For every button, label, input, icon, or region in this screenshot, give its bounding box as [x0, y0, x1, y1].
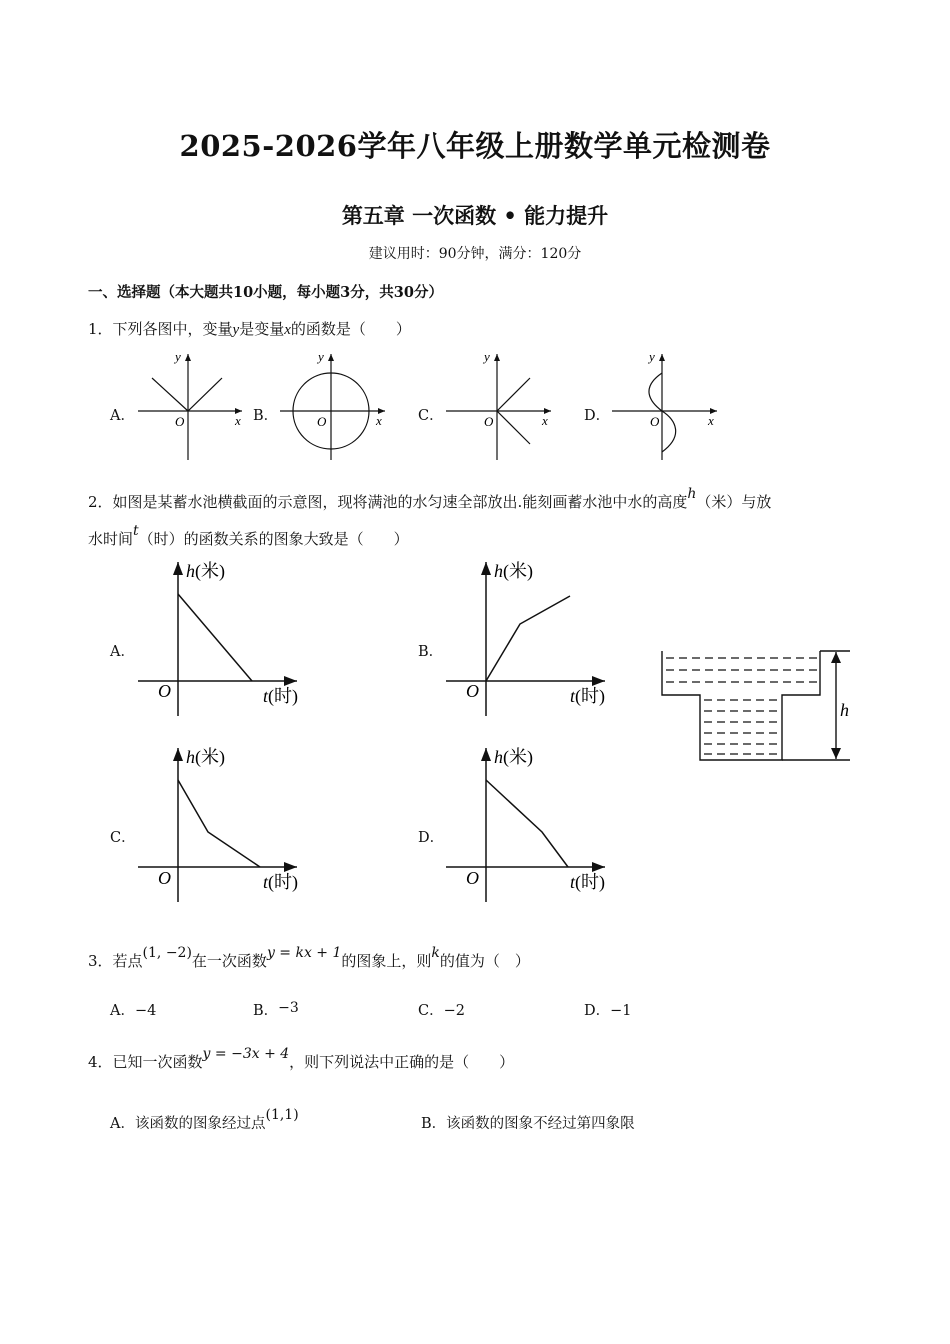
q3-option-b: [253, 999, 299, 1020]
section-heading-choice: 一、选择题（本大题共10小题，每小题3分，共30分）: [88, 284, 443, 301]
q3-option-a-label: A．: [110, 1003, 135, 1019]
q2-d-y-var: h: [494, 747, 503, 767]
q3-option-d-value: −1: [610, 1003, 632, 1019]
q3-option-a: [110, 999, 156, 1020]
q1-d-origin: O: [650, 414, 660, 429]
exam-title: 2025-2026学年八年级上册数学单元检测卷: [179, 129, 771, 163]
q3-option-c-value: −2: [443, 1003, 465, 1019]
q1-b-x-label: x: [376, 413, 382, 428]
q1-var-x: x: [284, 322, 291, 338]
q1-option-d-label: D．: [584, 408, 611, 424]
question-2-line-2: [88, 523, 409, 549]
q3-function: y = kx + 1: [266, 945, 342, 961]
q2-d-origin: O: [466, 868, 479, 888]
q1-d-x-label: x: [708, 413, 714, 428]
q2-line2-b: （时）的函数关系的图象大致是（ ）: [138, 530, 409, 548]
q2-a-x-label: [263, 686, 298, 707]
q2-d-x-unit: (时): [575, 872, 606, 892]
question-4: [88, 1046, 515, 1072]
q3-option-c-label: C．: [418, 1003, 444, 1019]
q3-option-b-value: −3: [278, 1000, 299, 1016]
q4-function: y = −3x + 4: [202, 1046, 290, 1062]
q2-tank-height-label: h: [840, 700, 849, 720]
q2-line1-b: （米）与放: [696, 493, 772, 511]
q1-a-origin: O: [175, 414, 185, 429]
q2-a-y-label: [186, 561, 225, 582]
q2-b-x-var: t: [570, 686, 576, 706]
q2-var-h: h: [687, 486, 697, 502]
q3-text-a: 3．若点: [88, 952, 143, 970]
q2-c-x-unit: (时): [268, 872, 299, 892]
q1-b-y-label: y: [318, 349, 324, 364]
q2-b-y-unit: (米): [503, 561, 533, 581]
q2-d-x-label: [570, 872, 605, 893]
q3-text-d: 的值为（ ）: [439, 952, 530, 970]
q2-b-y-label: [494, 561, 533, 582]
q3-text-c: 的图象上，则: [341, 952, 432, 970]
q2-d-y-label: [494, 747, 533, 768]
q2-option-b-label: B．: [418, 644, 444, 660]
q3-option-a-value: −4: [134, 1003, 157, 1019]
q1-option-a-label: A．: [110, 408, 135, 424]
q1-text-after: 的函数是（ ）: [290, 320, 411, 338]
q2-a-origin: O: [158, 681, 171, 701]
q1-graph-d: [612, 354, 717, 460]
q1-d-y-label: y: [649, 349, 655, 364]
q4-option-a-text: A．该函数的图象经过点: [110, 1116, 266, 1132]
q2-c-x-label: [263, 872, 298, 893]
q2-c-y-var: h: [186, 747, 195, 767]
q2-c-y-label: [186, 747, 225, 768]
q2-c-y-unit: (米): [195, 747, 225, 767]
q2-option-a-label: A．: [110, 644, 135, 660]
q2-a-x-unit: (时): [268, 686, 299, 706]
q2-b-origin: O: [466, 681, 479, 701]
q3-option-b-label: B．: [253, 1003, 279, 1019]
q4-text-b: ，则下列说法中正确的是（ ）: [289, 1053, 515, 1071]
q4-text-a: 4．已知一次函数: [88, 1053, 203, 1071]
q1-graph-a: [138, 354, 242, 460]
q2-var-t: t: [133, 523, 139, 539]
q2-d-x-var: t: [570, 872, 576, 892]
q4-option-a: [110, 1107, 299, 1133]
q1-c-y-label: y: [484, 349, 490, 364]
q3-text-b: 在一次函数: [191, 952, 267, 970]
q1-text-before: 1．下列各图中，变量: [88, 320, 233, 338]
q1-var-y: y: [232, 322, 240, 338]
q1-option-c-label: C．: [418, 408, 444, 424]
q2-a-y-var: h: [186, 561, 195, 581]
chapter-subtitle: 第五章 一次函数 • 能力提升: [341, 203, 609, 228]
q3-option-d-label: D．: [584, 1003, 611, 1019]
q3-var-k: k: [431, 945, 440, 961]
q1-a-y-label: y: [175, 349, 181, 364]
q2-line1-a: 2．如图是某蓄水池横截面的示意图，现将满池的水匀速全部放出.能刻画蓄水池中水的高度: [88, 493, 688, 511]
q4-option-b: B．该函数的图象不经过第四象限: [421, 1116, 635, 1132]
q2-tank-diagram: [662, 651, 850, 760]
q4-option-a-point: (1,1): [265, 1107, 299, 1123]
q3-option-d: [584, 999, 632, 1020]
q2-option-c-label: C．: [110, 830, 136, 846]
q1-graph-b: [280, 354, 385, 460]
q1-c-x-label: x: [542, 413, 548, 428]
q3-point: (1, −2): [142, 945, 192, 961]
question-3: [88, 945, 530, 971]
q2-b-x-label: [570, 686, 605, 707]
q2-b-y-var: h: [494, 561, 503, 581]
q2-b-x-unit: (时): [575, 686, 606, 706]
q1-graph-c: [446, 354, 551, 460]
q2-c-origin: O: [158, 868, 171, 888]
q2-option-d-label: D．: [418, 830, 445, 846]
q1-option-b-label: B．: [253, 408, 279, 424]
q2-c-x-var: t: [263, 872, 269, 892]
q1-c-origin: O: [484, 414, 494, 429]
q3-option-c: [418, 999, 465, 1020]
q2-a-x-var: t: [263, 686, 269, 706]
time-score-info: 建议用时：90分钟，满分：120分: [368, 246, 582, 262]
q1-text-middle: 是变量: [239, 320, 285, 338]
q1-b-origin: O: [317, 414, 327, 429]
question-2-line-1: [88, 486, 772, 512]
q1-a-x-label: x: [235, 413, 241, 428]
q2-line2-a: 水时间: [88, 530, 134, 548]
q2-d-y-unit: (米): [503, 747, 533, 767]
q2-a-y-unit: (米): [195, 561, 225, 581]
